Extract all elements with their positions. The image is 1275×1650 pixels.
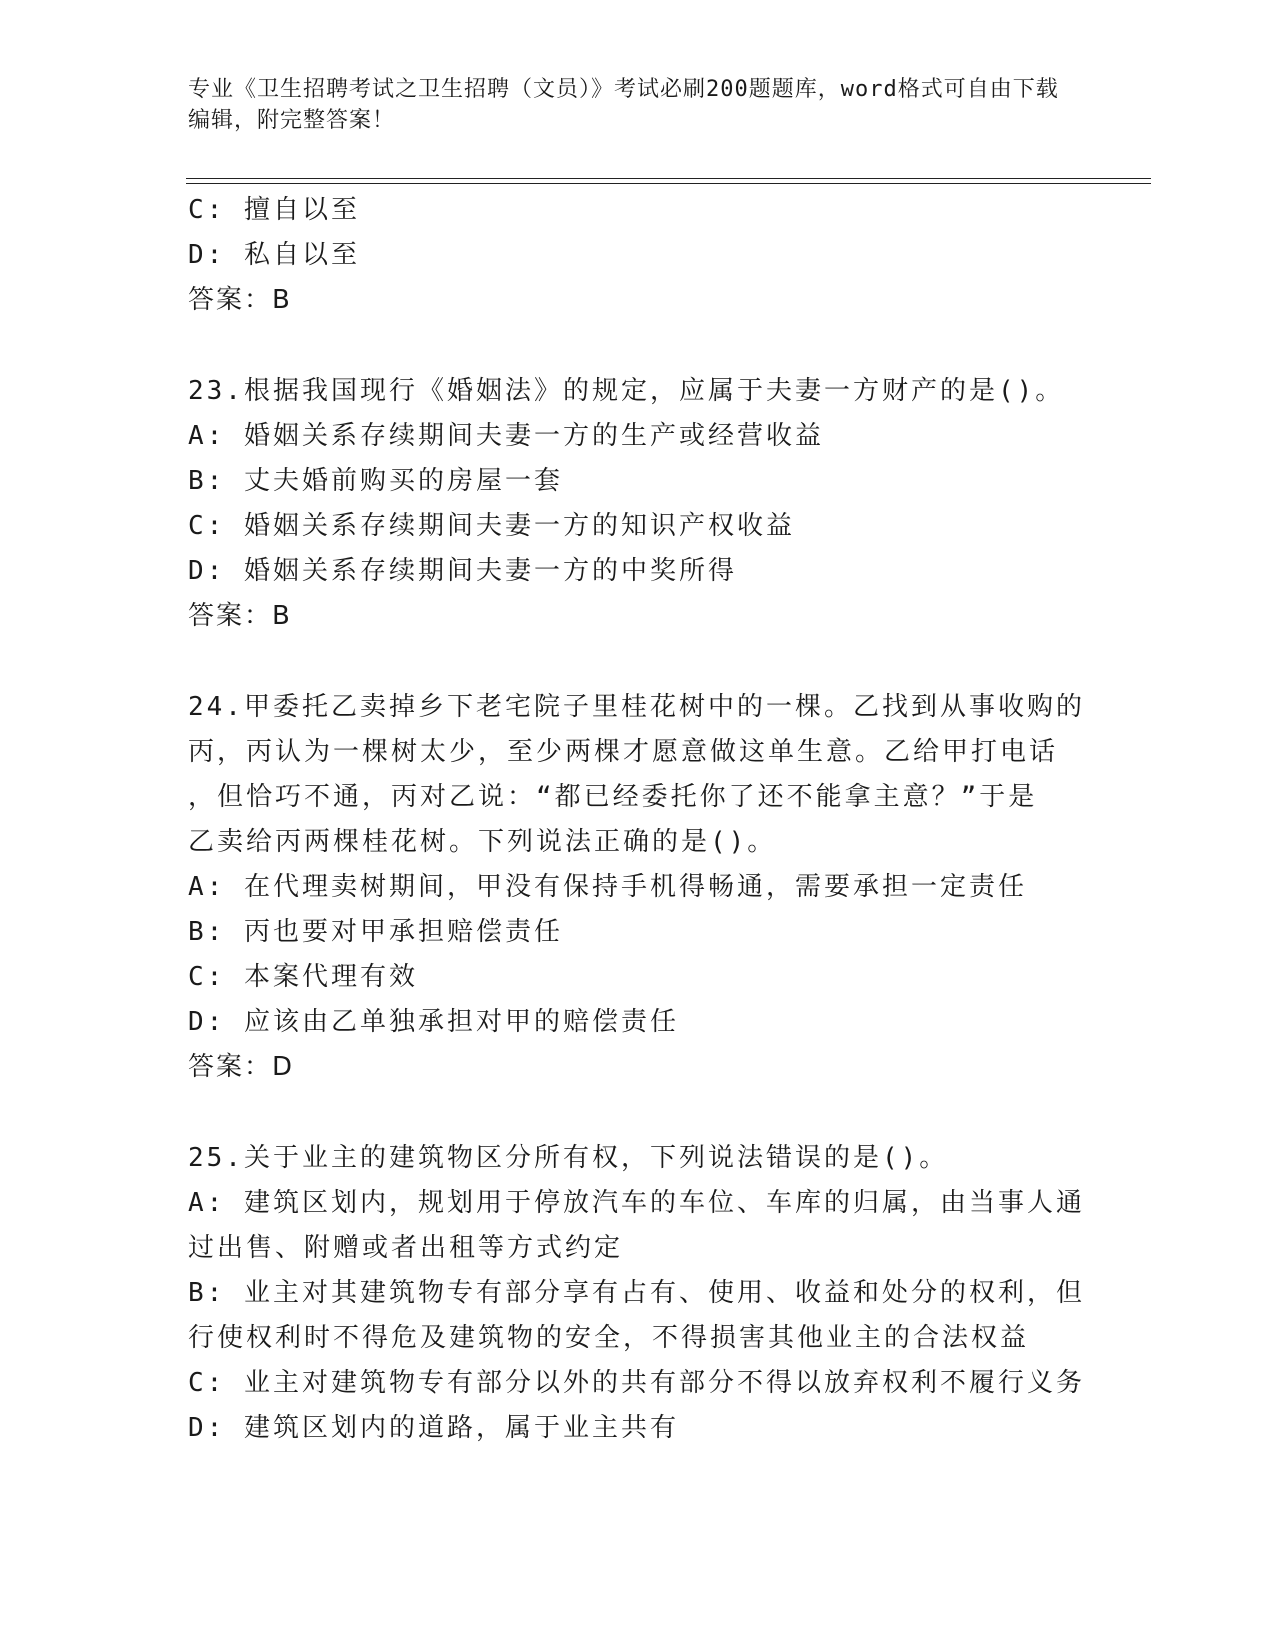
option-d: D: 建筑区划内的道路，属于业主共有 <box>188 1413 679 1443</box>
header-text: 专业《卫生招聘考试之卫生招聘（文员）》考试必刷200题题库，word格式可自由下载编辑，附完整答案！ <box>188 77 1059 133</box>
question-text-line-1: 24.甲委托乙卖掉乡下老宅院子里桂花树中的一棵。乙找到从事收购的 <box>188 692 1085 722</box>
spacer <box>188 639 1088 685</box>
question-text-line-2: 丙，丙认为一棵树太少，至少两棵才愿意做这单生意。乙给甲打电话 <box>188 737 1059 767</box>
option-d: D: 私自以至 <box>188 240 360 270</box>
option-d: D: 应该由乙单独承担对甲的赔偿责任 <box>188 1007 679 1037</box>
option-a: A: 婚姻关系存续期间夫妻一方的生产或经营收益 <box>188 421 824 451</box>
header-rule-top <box>186 178 1151 179</box>
option-c: C: 本案代理有效 <box>188 962 418 992</box>
spacer <box>188 323 1088 369</box>
question-25 <box>188 1136 1088 1451</box>
header-rule-bottom <box>186 183 1151 184</box>
question-text-line-3: ，但恰巧不通，丙对乙说：“都已经委托你了还不能拿主意？”于是 <box>188 782 1038 812</box>
option-c: C: 业主对建筑物专有部分以外的共有部分不得以放弃权利不履行义务 <box>188 1368 1085 1398</box>
question-content <box>188 188 1088 1451</box>
option-b-line-2: 行使权利时不得危及建筑物的安全，不得损害其他业主的合法权益 <box>188 1323 1030 1353</box>
question-22-tail <box>188 188 1088 323</box>
option-b: B: 丙也要对甲承担赔偿责任 <box>188 917 563 947</box>
option-a: A: 在代理卖树期间，甲没有保持手机得畅通，需要承担一定责任 <box>188 872 1027 902</box>
question-23 <box>188 369 1088 639</box>
option-d: D: 婚姻关系存续期间夫妻一方的中奖所得 <box>188 556 737 586</box>
page-header <box>188 74 1068 136</box>
question-text: 25.关于业主的建筑物区分所有权，下列说法错误的是()。 <box>188 1143 949 1173</box>
question-text-line-4: 乙卖给丙两棵桂花树。下列说法正确的是()。 <box>188 827 777 857</box>
answer: 答案：D <box>188 1052 295 1082</box>
option-a-line-1: A: 建筑区划内，规划用于停放汽车的车位、车库的归属，由当事人通 <box>188 1188 1085 1218</box>
option-b: B: 丈夫婚前购买的房屋一套 <box>188 466 563 496</box>
question-24 <box>188 685 1088 1090</box>
option-c: C: 婚姻关系存续期间夫妻一方的知识产权收益 <box>188 511 795 541</box>
spacer <box>188 1090 1088 1136</box>
question-text: 23.根据我国现行《婚姻法》的规定，应属于夫妻一方财产的是()。 <box>188 376 1065 406</box>
option-c: C: 擅自以至 <box>188 195 360 225</box>
option-a-line-2: 过出售、附赠或者出租等方式约定 <box>188 1233 624 1263</box>
answer: 答案：B <box>188 285 292 315</box>
answer: 答案：B <box>188 601 292 631</box>
option-b-line-1: B: 业主对其建筑物专有部分享有占有、使用、收益和处分的权利，但 <box>188 1278 1085 1308</box>
